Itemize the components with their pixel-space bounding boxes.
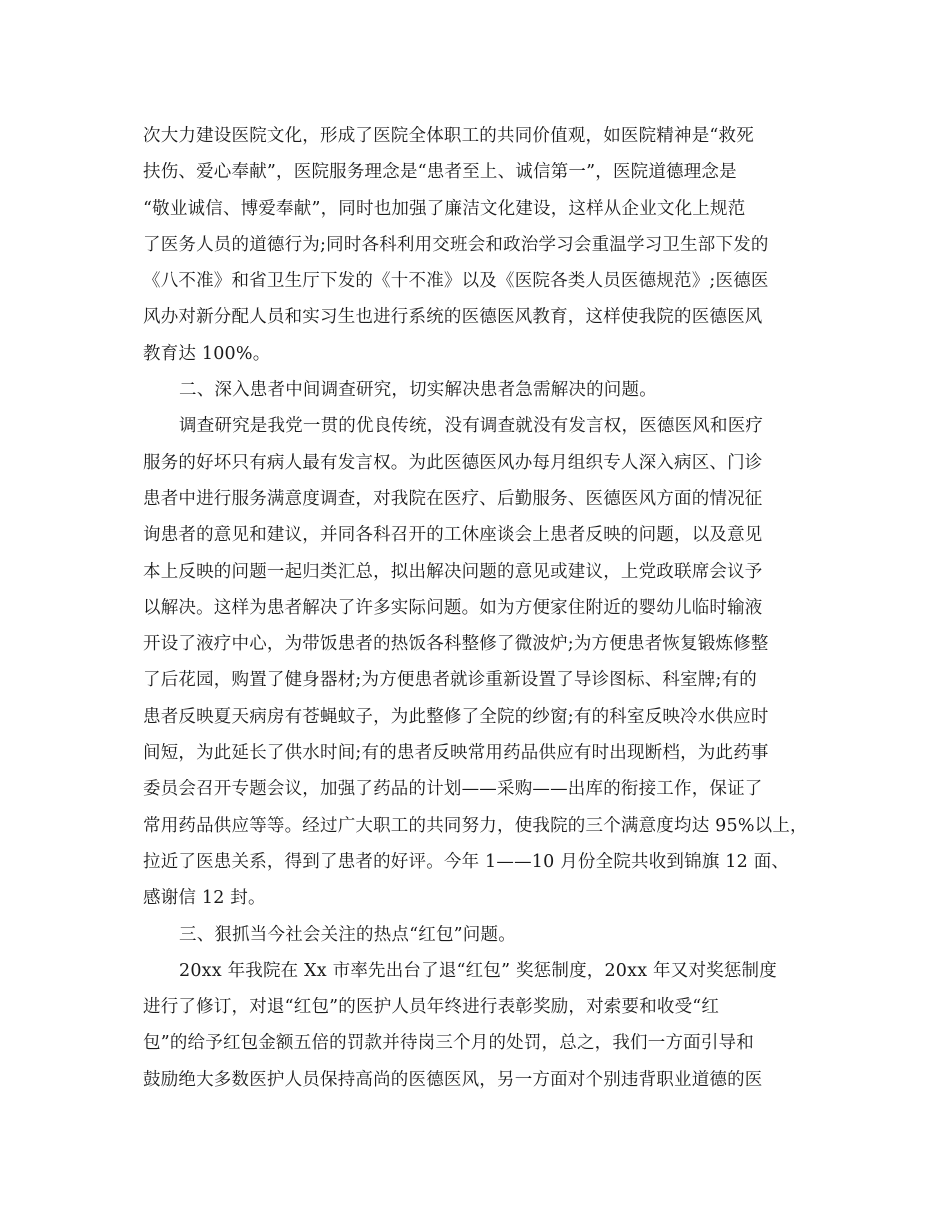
paragraph-first-line: 20xx 年我院在 Xx 市率先出台了退“红包” 奖惩制度，20xx 年又对奖惩制度	[179, 960, 777, 981]
text-line: 进行了修订，对退“红包”的医护人员年终进行表彰奖励，对索要和收受“红	[143, 997, 720, 1018]
text-line: 教育达 100%。	[143, 343, 271, 364]
document-body	[143, 118, 823, 1098]
text-line: “敬业诚信、博爱奉献”，同时也加强了廉洁文化建设，这样从企业文化上规范	[143, 198, 746, 219]
text-line: 次大力建设医院文化，形成了医院全体职工的共同价值观，如医院精神是“救死	[143, 126, 754, 146]
text-line: 了后花园，购置了健身器材;为方便患者就诊重新设置了导诊图标、科室牌;有的	[143, 670, 757, 691]
paragraph-first-line: 三、狠抓当今社会关注的热点“红包”问题。	[179, 924, 516, 945]
text-line: 风办对新分配人员和实习生也进行系统的医德医风教育，这样使我院的医德医风	[143, 307, 763, 328]
text-line: 询患者的意见和建议，并同各科召开的工休座谈会上患者反映的问题，以及意见	[143, 525, 763, 546]
text-line: 鼓励绝大多数医护人员保持高尚的医德医风，另一方面对个别违背职业道德的医	[143, 1069, 763, 1090]
text-line: 拉近了医患关系，得到了患者的好评。今年 1——10 月份全院共收到锦旗 12 面、	[143, 851, 790, 872]
text-line: 以解决。这样为患者解决了许多实际问题。如为方便家住附近的婴幼儿临时输液	[143, 597, 763, 618]
text-line: 服务的好坏只有病人最有发言权。为此医德医风办每月组织专人深入病区、门诊	[143, 452, 763, 473]
text-line: 常用药品供应等等。经过广大职工的共同努力，使我院的三个满意度均达 95%以上，	[143, 815, 808, 836]
text-line: 患者反映夏天病房有苍蝇蚊子，为此整修了全院的纱窗;有的科室反映冷水供应时	[143, 706, 769, 727]
text-line: 本上反映的问题一起归类汇总，拟出解决问题的意见或建议，上党政联席会议予	[143, 561, 763, 582]
paragraph-first-line: 调查研究是我党一贯的优良传统，没有调查就没有发言权，医德医风和医疗	[179, 416, 764, 437]
text-line: 感谢信 12 封。	[143, 888, 266, 909]
text-line: 扶伤、爱心奉献”，医院服务理念是“患者至上、诚信第一”，医院道德理念是	[143, 162, 737, 183]
text-line: 患者中进行服务满意度调查，对我院在医疗、后勤服务、医德医风方面的情况征	[143, 488, 763, 509]
text-line: 《八不准》和省卫生厅下发的《十不准》以及《医院各类人员医德规范》;医德医	[143, 271, 769, 292]
text-line: 包”的给予红包金额五倍的罚款并待岗三个月的处罚，总之，我们一方面引导和	[143, 1033, 754, 1054]
text-line: 委员会召开专题会议，加强了药品的计划——采购——出库的衔接工作，保证了	[143, 779, 763, 800]
text-line: 间短，为此延长了供水时间;有的患者反映常用药品供应有时出现断档，为此药事	[143, 743, 769, 764]
paragraph-first-line: 二、深入患者中间调查研究，切实解决患者急需解决的问题。	[179, 380, 657, 401]
text-line: 了医务人员的道德行为;同时各科利用交班会和政治学习会重温学习卫生部下发的	[143, 234, 769, 255]
text-line: 开设了液疗中心，为带饭患者的热饭各科整修了微波炉;为方便患者恢复锻炼修整	[143, 634, 769, 655]
